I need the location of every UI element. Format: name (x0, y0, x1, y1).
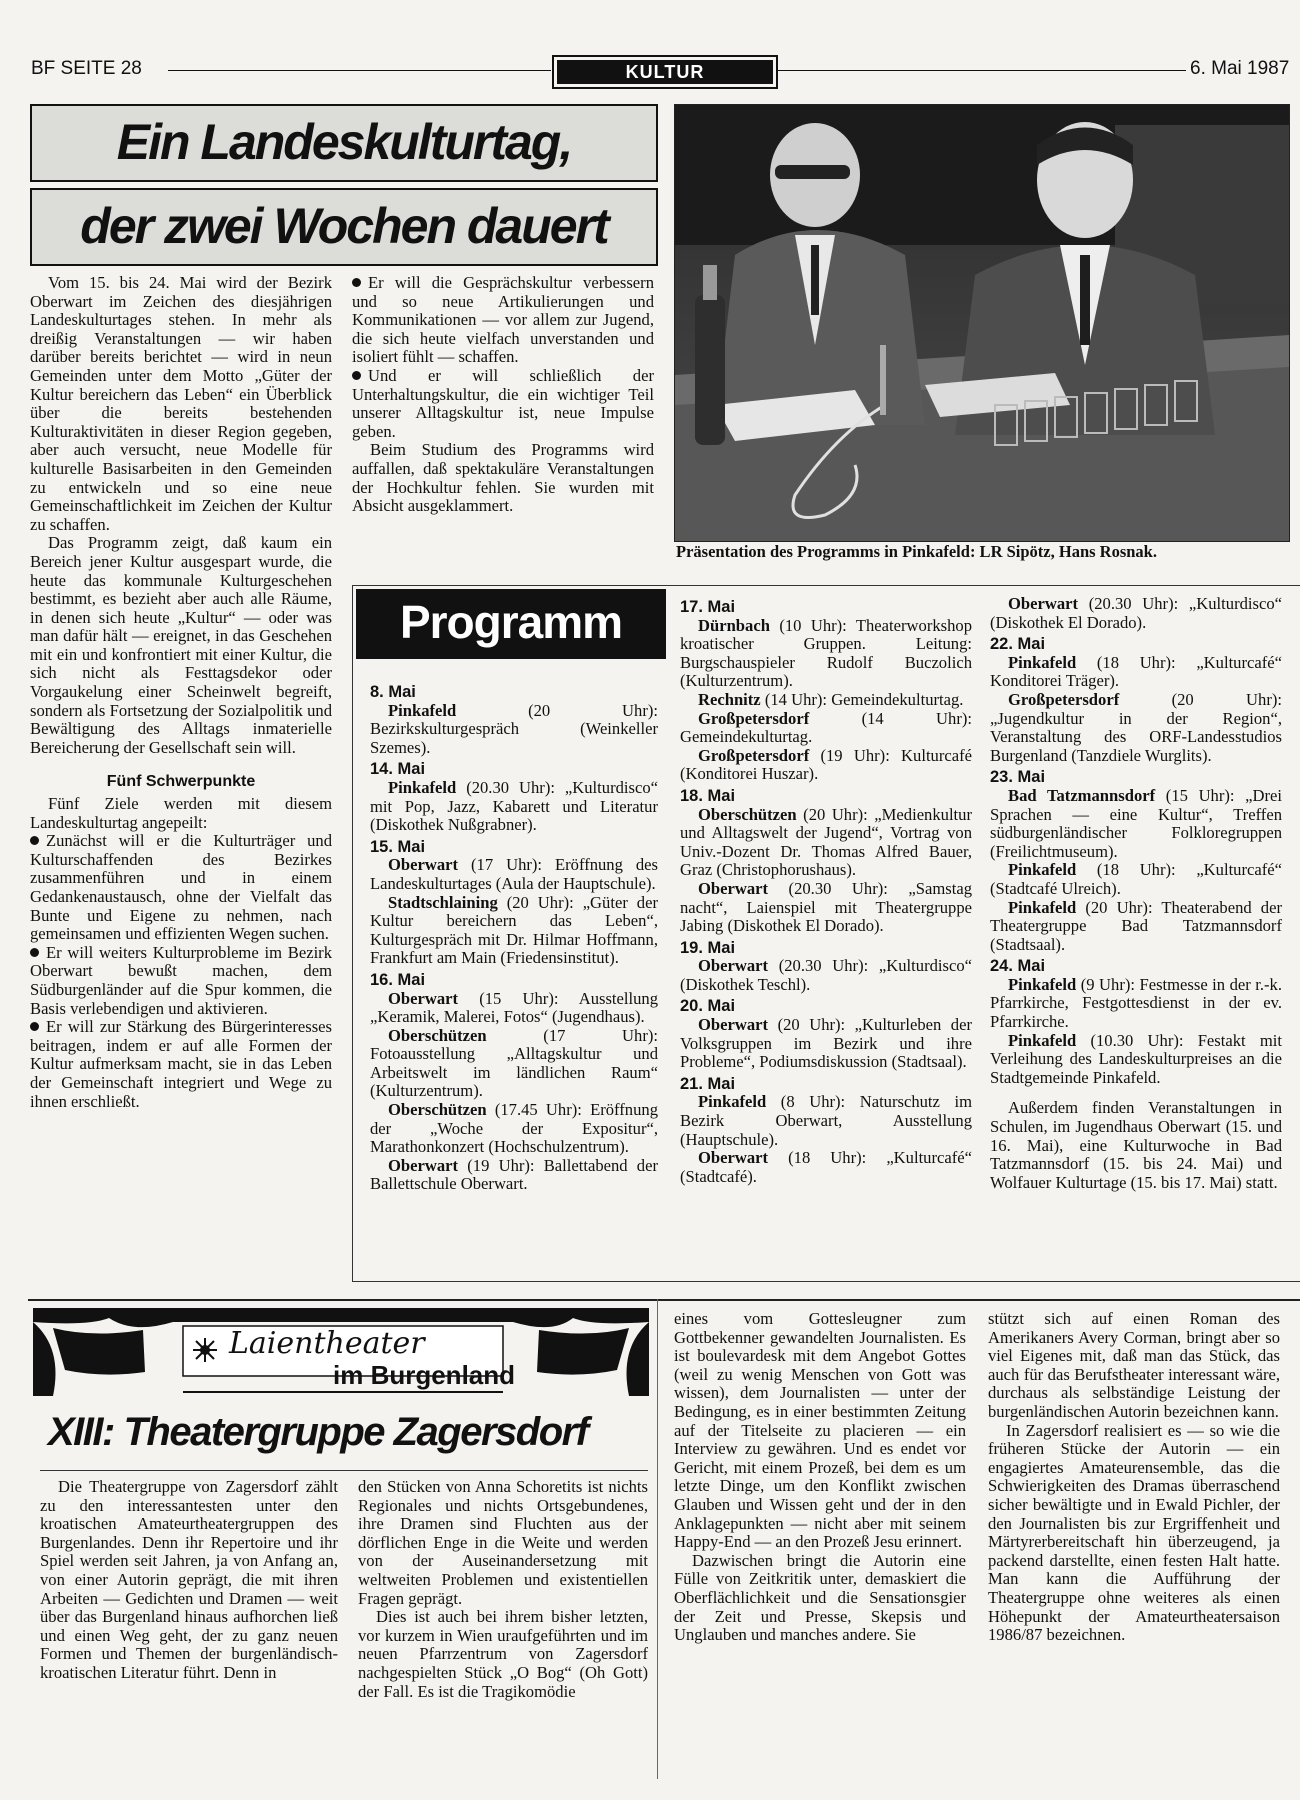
article-paragraph: den Stücken von Anna Schoretits ist nichts Regionales und nichts Ortsgebundenes, ihre Dramen sind Fluchten aus der dörflichen Enge in die Weite und werden von der Auseinandersetzung mit weltweiten Problemen und existentiellen Fragen geprägt. (358, 1477, 648, 1608)
program-event: Pinkafeld (8 Uhr): Naturschutz im Bezirk Oberwart, Ausstellung (Hauptschule). (680, 1092, 972, 1149)
bullet-icon (352, 278, 361, 287)
program-event: Oberwart (18 Uhr): „Kulturcafé“ (Stadtcafé). (680, 1148, 972, 1186)
header-rule-right (776, 70, 1186, 71)
program-day: 8. Mai (370, 683, 416, 701)
article-paragraph: In Zagersdorf realisiert es — so wie die früheren Stücke der Autorin — ein engagiertes Amateurensemble, das die Schwierigkeiten des Dramas überraschend sicher bewältigte und in Ewald Pichler, der den Journalisten bis zur Ergriffenheit und Märtyrerbereitschaft hin überzeugend, ja packend darstellte, einen festen Halt hatte. Man kann die Aufführung der Theatergruppe ohne weiteres als einen Höhepunkt der Amateurtheatersaison 1986/87 bezeichnen. (988, 1420, 1280, 1645)
program-event: Bad Tatzmannsdorf (15 Uhr): „Drei Sprachen — eine Kultur“, Treffen südburgenländischer Folkloregruppen (Freilichtmuseum). (990, 785, 1283, 861)
article-paragraph: Die Theatergruppe von Zagersdorf zählt zu den interessantesten unter den kroatischen Amateurtheatergruppen des Burgenlandes. Denn ihr Repertoire und ihr Spiel werden seit Jahren, ja von Anfang an, von einer Autorin geprägt, die mit ihren Arbeiten — Gedichten und Dramen — weit über das Burgenland hinaus aufhorchen ließ und einen Weg geht, der zu ganz neuen Formen und Themen der burgenländisch-kroatischen Literatur führt. Denn in (40, 1477, 338, 1682)
press-photo (674, 104, 1290, 542)
column-divider (657, 1299, 658, 1779)
program-event: Oberwart (15 Uhr): Ausstellung „Keramik, Malerei, Fotos“ (Jugendhaus). (370, 988, 658, 1027)
bullet-item: Er will zur Stärkung des Bürgerinteresses beitragen, indem er auf alle Formen der Kultur aufmerksam macht, sie in das Leben der Gemeinschaft integriert und Wege zu ihnen erschließt. (30, 1017, 332, 1111)
section-label-box (552, 55, 778, 89)
headline-line-1: Ein Landeskulturtag, (30, 104, 658, 182)
article-paragraph: Dazwischen bringt die Autorin eine Fülle von Zeitkritik unter, demaskiert die Oberflächlichkeit und die Sensationsgier der Zeit und Presse, Skepsis und Unglauben und manches andere. Sie (674, 1550, 966, 1645)
bullet-item: Er will weiters Kulturprobleme im Bezirk Oberwart bewußt machen, dem Südburgenländer auf die Spur kommen, die Basis verlebendigen und aktivieren. (30, 942, 332, 1018)
banner-script-title: Laientheater (229, 1326, 425, 1361)
header-rule-left (168, 70, 551, 71)
program-day: 21. Mai (680, 1074, 736, 1093)
program-event: Oberwart (20.30 Uhr): „Kulturdisco“ (Diskothek El Dorado). (990, 594, 1282, 632)
bullet-item: Und er will schließlich der Unterhaltungskultur, die ein wichtiger Teil unserer Alltagskultur ist, neue Impulse geben. (352, 365, 654, 441)
photo-illustration (675, 105, 1289, 541)
program-event: Oberwart (19 Uhr): Ballettabend der Ballettschule Oberwart. (370, 1155, 658, 1194)
program-event: Oberwart (17 Uhr): Eröffnung des Landeskulturtages (Aula der Hauptschule). (370, 855, 658, 893)
program-event: Pinkafeld (20.30 Uhr): „Kulturdisco“ mit Pop, Jazz, Kabarett und Literatur (Diskothek Nußgrabner). (370, 777, 658, 835)
article-column-2 (352, 274, 654, 516)
bullet-icon (30, 948, 39, 957)
program-event: Pinkafeld (20 Uhr): Bezirkskulturgespräch (Weinkeller Szemes). (370, 700, 658, 757)
section-divider (28, 1299, 1300, 1301)
program-event: Pinkafeld (20 Uhr): Theaterabend der Theatergruppe Bad Tatzmannsdorf (Stadtsaal). (990, 897, 1282, 954)
article2-column-1 (40, 1478, 338, 1683)
article-paragraph: Vom 15. bis 24. Mai wird der Bezirk Oberwart im Zeichen des diesjährigen Landeskulturtages stehen. In mehr als dreißig Veranstaltungen — wir haben darüber bereits berichtet — wird in neun Gemeinden unter dem Motto „Güter der Kultur bereichern das Leben“ ein Überblick über die bereits bestehenden Kulturaktivitäten in dieser Region gegeben, aber auch versucht, neue Modelle für kulturelle Basisarbeiten in den Gemeinden zu entwickeln und so eine neue Gemeinschaftlichkeit im Zeichen der Kultur zu schaffen. (30, 273, 332, 534)
program-event: Stadtschlaining (20 Uhr): „Güter der Kultur bereichern das Leben“, Kulturgespräch mit Dr. Hilmar Hoffmann, Frankfurt am Main (Friedensinstitut). (370, 892, 658, 968)
program-event: Pinkafeld (9 Uhr): Festmesse in der r.-k. Pfarrkirche, Festgottesdienst in der ev. Pfarrkirche. (990, 974, 1282, 1032)
series-banner (33, 1308, 649, 1396)
program-event: Großpetersdorf (20 Uhr): „Jugendkultur in der Region“, Veranstaltung des ORF-Landesstudios Burgenland (Tanzdiele Wurglits). (990, 689, 1282, 765)
program-event: Pinkafeld (18 Uhr): „Kulturcafé“ Konditorei Träger). (990, 652, 1282, 691)
bullet-item: Er will die Gesprächskultur verbessern und so neue Artikulierungen und Kommunikationen — vor allem zur Jugend, die sich heute vielfach unverstanden und isoliert fühlt — schaffen. (352, 273, 654, 367)
program-event: Dürnbach (10 Uhr): Theaterworkshop kroatischer Gruppen. Leitung: Burgschauspieler Rudolf Buczolich (Kulturzentrum). (680, 615, 972, 691)
program-event: Oberschützen (20 Uhr): „Medienkultur und Alltagswelt der Jugend“, Vortrag von Univ.-Dozent Dr. Thomas Alfred Bauer, Graz (Christophorushaus). (680, 804, 972, 880)
article-paragraph: eines vom Gottesleugner zum Gottbekenner gewandelten Journalisten. Es ist boulevardesk mit dem Angebot Gottes (weil zu wenig Menschen von Gott was wissen), dem Journalisten — unter der Bedingung, es in einer bestimmten Zeitung auf der Titelseite zu placieren — ein Interview zu gewähren. Und es endet vor Gericht, mit einem Prozeß, bei dem es um letzte Dinge, um den Konflikt zwischen Glauben und Wissen geht und der in den Anklagepunkten — nicht aber mit seinem Happy-End — an den Prozeß Jesu erinnert. (674, 1309, 966, 1552)
program-event: Rechnitz (14 Uhr): Gemeindekulturtag. (698, 689, 964, 709)
program-day: 20. Mai (680, 997, 736, 1016)
program-event: Oberschützen (17.45 Uhr): Eröffnung der „Woche der Expositur“, Marathonkonzert (Hochschulzentrum). (370, 1100, 658, 1157)
program-event: Großpetersdorf (14 Uhr): Gemeindekulturtag. (680, 708, 972, 747)
headline-line-2: der zwei Wochen dauert (30, 188, 658, 266)
bullet-icon (30, 836, 39, 845)
article-paragraph: Dies ist auch bei ihrem bisher letzten, vor kurzem in Wien uraufgeführten und im neuen Pfarrzentrum von Zagersdorf nachgespielten Stück „O Bog“ (Oh Gott) der Fall. Es ist die Tragikomödie (358, 1607, 648, 1701)
program-day: 24. Mai (990, 957, 1046, 976)
program-note: Außerdem finden Veranstaltungen in Schulen, im Jugendhaus Oberwart (15. und 16. Mai), eine Kulturwoche in Bad Tatzmannsdorf (15. bis 24. Mai) und Wolfauer Kulturtage (15. bis 17. Mai) statt. (990, 1098, 1282, 1192)
program-event: Pinkafeld (18 Uhr): „Kulturcafé“ (Stadtcafé Ulreich). (990, 860, 1282, 898)
subheading: Fünf Schwerpunkte (106, 773, 256, 791)
section-label: KULTUR (557, 60, 773, 84)
program-event: Pinkafeld (10.30 Uhr): Festakt mit Verleihung des Landeskulturpreises an die Stadtgemeinde Pinkafeld. (990, 1030, 1282, 1087)
program-column-3 (990, 595, 1282, 1192)
banner-subtitle: im Burgenland (333, 1360, 516, 1390)
program-title: Programm (356, 589, 666, 659)
article-paragraph: Fünf Ziele werden mit diesem Landeskulturtag angepeilt: (30, 794, 332, 832)
program-event: Großpetersdorf (19 Uhr): Kulturcafé (Konditorei Huszar). (680, 745, 972, 784)
program-day: 23. Mai (990, 768, 1046, 787)
page-number: BF SEITE 28 (31, 58, 142, 79)
program-day: 22. Mai (990, 635, 1046, 654)
article2-column-2 (358, 1478, 648, 1701)
program-event: Oberwart (20.30 Uhr): „Samstag nacht“, Laienspiel mit Theatergruppe Jabing (Diskothek El Dorado). (680, 878, 972, 936)
bullet-item: Zunächst will er die Kulturträger und Kulturschaffenden des Bezirkes zusammenführen und in einem Gedankenaustausch, ohne der Vielfalt das Bunte und Eigene zu nehmen, nach gemeinsamen und effizienten Wegen suchen. (30, 831, 332, 944)
article-title: XIII: Theatergruppe Zagersdorf (48, 1410, 588, 1454)
article-paragraph: Beim Studium des Programms wird auffallen, daß spektakuläre Veranstaltungen der Hochkultur fehlen. Sie wurden mit Absicht ausgeklammert. (352, 440, 654, 516)
program-day: 15. Mai (370, 837, 426, 856)
program-day: 17. Mai (680, 598, 736, 616)
bullet-icon (352, 371, 361, 380)
program-day: 19. Mai (680, 938, 736, 957)
program-event: Oberschützen (17 Uhr): Fotoausstellung „Alltagskultur und Arbeitswelt im ländlichen Raum“ (Kulturzentrum). (370, 1025, 658, 1101)
bullet-icon (30, 1022, 39, 1031)
issue-date: 6. Mai 1987 (1190, 58, 1290, 79)
program-column-1 (370, 680, 658, 1194)
article-paragraph: stützt sich auf einen Roman des Amerikaners Avery Corman, bringt aber so viel Eigenes mit, daß man das Stück, das auch für das Berufstheater interessant wäre, durchaus als selbständige Leistung der burgenländischen Autorin bezeichnen kann. (988, 1309, 1280, 1421)
title-rule (40, 1470, 648, 1471)
program-column-2 (680, 595, 972, 1186)
article-paragraph: Das Programm zeigt, daß kaum ein Bereich jener Kultur ausgespart wurde, die heute das kommunale Kulturgeschehen bestimmt, es bezieht aber auch alle Räume, in denen sich heute „Kultur“ — oder was man dafür hält — ereignet, in das Geschehen mit ein und konfrontiert mit einer Kultur, die sich nicht als Festtagsdekor oder Vorgaukelung einer Scheinwelt begreift, sondern als Fortsetzung der Sozialpolitik und Bewältigung des Alltags inmaterielle Bereicherung der Gesellschaft sein will. (30, 533, 332, 757)
program-event: Oberwart (20.30 Uhr): „Kulturdisco“ (Diskothek Teschl). (680, 956, 972, 994)
program-day: 14. Mai (370, 760, 426, 779)
program-day: 18. Mai (680, 786, 736, 805)
article2-column-3 (674, 1310, 966, 1645)
program-event: Oberwart (20 Uhr): „Kulturleben der Volksgruppen im Bezirk und ihre Probleme“, Podiumsdiskussion (Stadtsaal). (680, 1015, 972, 1072)
article-column-1 (30, 274, 332, 1111)
photo-caption: Präsentation des Programms in Pinkafeld: LR Sipötz, Hans Rosnak. (676, 542, 1157, 561)
program-day: 16. Mai (370, 970, 426, 989)
article2-column-4 (988, 1310, 1280, 1645)
